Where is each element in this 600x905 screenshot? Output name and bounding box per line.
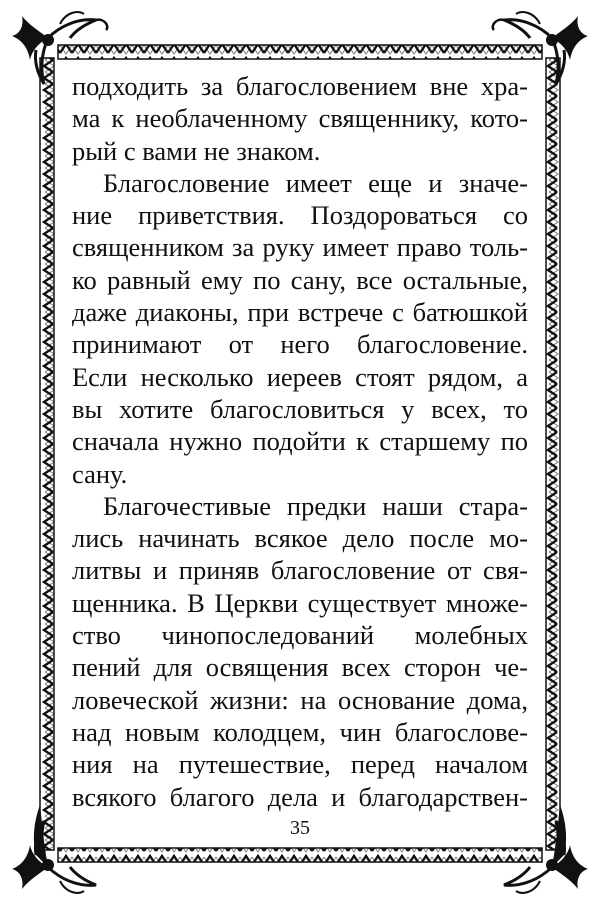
text-line: ние приветствия. Поздороваться со [72,200,528,231]
rope-border-top [58,45,542,59]
text-line: ния на путешествие, перед началом [72,749,528,780]
text-line: щенника. В Церкви существует множе- [72,587,528,618]
text-line: вы хотите благословиться у всех, то [72,393,528,424]
rope-border-left [40,58,54,850]
text-line: сану. [72,458,128,489]
rope-border-right [546,58,560,850]
text-line: сначала нужно подойти к старшему по [72,426,528,457]
rope-border-bottom [58,848,542,862]
text-line: пений для освящения всех сторон че- [72,652,528,683]
text-line: даже диаконы, при встрече с батюшкой [72,297,528,328]
text-line: всякого благого дела и благодарствен- [72,781,528,812]
text-line: священником за руку имеет право толь- [72,232,528,263]
text-line: литвы и приняв благословение от свя- [72,555,528,586]
text-line: ство чинопоследований молебных [72,620,528,651]
text-line: рый с вами не знаком. [72,135,321,166]
text-line: лись начинать всякое дело после мо- [72,523,528,554]
text-line: над новым колодцем, чин благослове- [72,716,528,747]
text-line: ма к необлаченному священнику, кото- [72,103,528,134]
text-line: ловеческой жизни: на основание дома, [72,684,528,715]
text-line: ко равный ему по сану, все остальные, [72,264,528,295]
text-line: Если несколько иереев стоят рядом, а [72,361,528,392]
paragraph-first-line: Благословение имеет еще и значе- [103,167,528,198]
text-line: принимают от него благословение. [72,329,528,360]
paragraph-first-line: Благочестивые предки наши стара- [103,490,528,521]
page-number: 35 [290,817,310,839]
body-text [72,70,528,813]
text-line: подходить за благословением вне хра- [72,71,528,101]
